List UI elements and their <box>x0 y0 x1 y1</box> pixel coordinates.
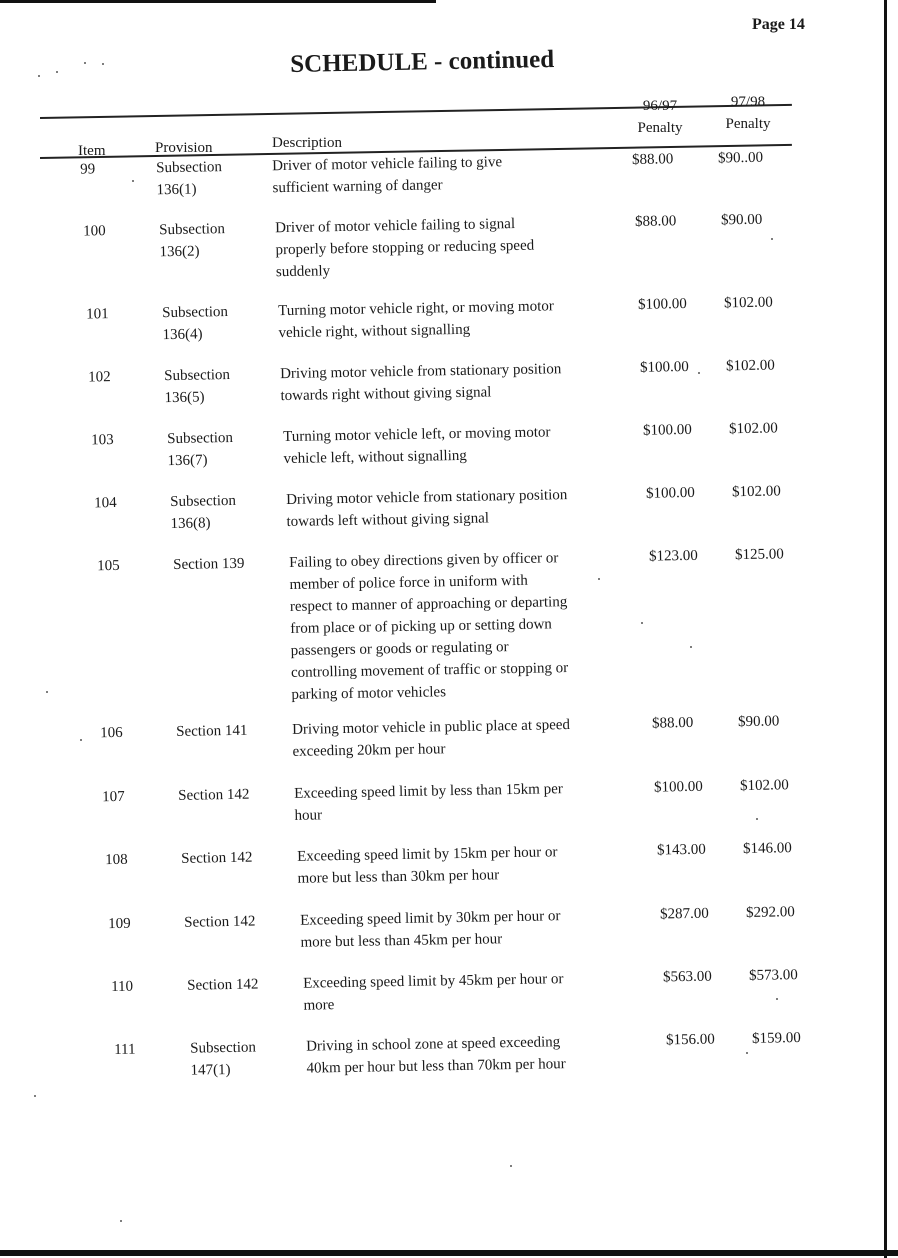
table-row <box>0 206 898 281</box>
column-header-penalty-9697-label: Penalty <box>637 120 683 136</box>
row-description-line: more <box>303 997 335 1014</box>
scan-speck <box>46 691 48 693</box>
row-item-number: 102 <box>88 369 111 386</box>
scan-speck <box>510 1165 512 1167</box>
row-penalty-9798: $102.00 <box>731 483 781 501</box>
row-description <box>306 1030 647 1080</box>
row-provision <box>176 719 286 743</box>
scan-speck <box>84 62 86 64</box>
row-item-number: 101 <box>86 306 109 323</box>
row-item-number: 103 <box>91 432 114 449</box>
row-provision-line: 136(5) <box>164 389 205 407</box>
scan-speck <box>34 1095 36 1097</box>
row-provision-line: Section 139 <box>173 555 245 573</box>
row-provision <box>181 846 291 870</box>
row-penalty-9798: $90.00 <box>720 211 763 229</box>
row-description-line: Exceeding speed limit by 15km per hour or <box>297 844 558 865</box>
row-description-line: controlling movement of traffic or stopping or <box>290 660 569 681</box>
row-description-line: more but less than 45km per hour <box>300 931 503 951</box>
row-description-line: from place or of picking up or setting down <box>290 616 553 637</box>
table-row <box>0 478 898 533</box>
row-provision-line: Section 142 <box>181 849 253 867</box>
table-row <box>0 144 898 199</box>
row-description-line: Failing to obey directions given by officer or <box>289 550 559 571</box>
scan-speck <box>771 238 773 240</box>
row-provision-line: Section 142 <box>184 913 256 931</box>
scan-speck <box>38 75 40 77</box>
row-description-line: Exceeding speed limit by less than 15km per <box>294 781 563 802</box>
row-description-line: towards right without giving signal <box>280 384 492 405</box>
table-row <box>0 899 898 951</box>
row-description-line: passengers or goods or regulating or <box>290 639 509 659</box>
row-provision-line: Subsection <box>156 159 223 177</box>
row-description <box>303 967 644 1017</box>
table-row <box>0 415 898 470</box>
row-penalty-9798: $102.00 <box>739 777 789 795</box>
row-description-line: 40km per hour but less than 70km per hour <box>306 1056 566 1077</box>
row-penalty-9697: $100.00 <box>639 358 689 376</box>
row-penalty-9697: $100.00 <box>642 421 692 439</box>
row-description-line: Driving in school zone at speed exceeding <box>306 1034 561 1055</box>
row-penalty-9798: $146.00 <box>742 840 792 858</box>
column-header-penalty-9697-year: 96/97 <box>642 98 678 114</box>
row-provision-line: Section 142 <box>178 786 250 804</box>
row-penalty-9697: $100.00 <box>653 778 703 796</box>
row-description-line: Driving motor vehicle from stationary position <box>280 361 562 383</box>
row-description-line: properly before stopping or reducing speed <box>275 237 535 259</box>
scan-speck <box>120 1220 122 1222</box>
row-provision-line: Subsection <box>164 366 231 385</box>
table-row <box>0 962 898 1014</box>
row-description-line: more but less than 30km per hour <box>297 867 500 887</box>
row-penalty-9798: $102.00 <box>728 420 778 438</box>
row-description-line: Turning motor vehicle left, or moving motor <box>283 424 551 446</box>
table-row <box>0 541 898 703</box>
scan-speck <box>776 998 778 1000</box>
table-row <box>0 835 898 887</box>
row-provision-line: Subsection <box>162 304 229 322</box>
row-penalty-9697: $88.00 <box>651 714 694 732</box>
row-item-number: 105 <box>97 557 120 575</box>
row-description <box>278 294 619 344</box>
row-penalty-9798: $159.00 <box>751 1030 801 1047</box>
row-provision-line: 136(7) <box>167 452 208 470</box>
row-provision <box>162 300 273 346</box>
column-header-penalty-9798-year: 97/98 <box>730 94 766 110</box>
row-penalty-9697: $88.00 <box>631 151 674 168</box>
row-provision <box>178 783 288 807</box>
scan-edge-bottom <box>0 1250 898 1256</box>
table-row <box>0 1025 898 1079</box>
scan-speck <box>698 372 700 374</box>
scan-edge-right <box>884 0 887 1258</box>
scan-speck <box>56 71 58 73</box>
scan-speck <box>132 180 134 182</box>
table-row <box>0 772 898 824</box>
row-description-line: member of police force in uniform with <box>289 572 528 593</box>
scan-speck <box>746 1052 748 1054</box>
row-item-number: 109 <box>108 915 131 933</box>
row-description-line: vehicle left, without signalling <box>283 447 467 468</box>
row-description <box>297 840 638 890</box>
row-description <box>289 546 632 706</box>
row-penalty-9697: $287.00 <box>659 905 709 923</box>
row-item-number: 104 <box>94 494 117 512</box>
row-provision-line: Section 141 <box>176 722 248 740</box>
row-description-line: Turning motor vehicle right, or moving motor <box>278 298 554 320</box>
row-item-number: 99 <box>80 161 96 178</box>
row-penalty-9697: $100.00 <box>637 296 687 313</box>
page-number: Page 14 <box>752 16 805 33</box>
row-description <box>272 149 613 199</box>
row-provision <box>170 489 281 535</box>
column-header-provision: Provision <box>155 140 213 156</box>
row-provision <box>187 973 297 997</box>
row-provision <box>159 217 270 263</box>
row-description <box>280 357 621 407</box>
row-description-line: vehicle right, without signalling <box>278 321 471 342</box>
row-provision <box>184 910 294 934</box>
row-description-line: Exceeding speed limit by 30km per hour or <box>300 908 561 929</box>
row-penalty-9798: $292.00 <box>745 904 795 921</box>
row-penalty-9798: $573.00 <box>748 967 798 984</box>
row-penalty-9697: $123.00 <box>648 547 698 565</box>
row-penalty-9697: $156.00 <box>665 1031 715 1049</box>
row-penalty-9697: $88.00 <box>634 213 677 230</box>
row-penalty-9697: $143.00 <box>656 841 706 859</box>
table-row <box>0 352 898 407</box>
row-provision <box>156 155 267 201</box>
row-description-line: Driver of motor vehicle failing to signal <box>275 216 516 237</box>
page-title: SCHEDULE - continued <box>290 45 555 78</box>
row-description <box>300 904 641 954</box>
row-item-number: 110 <box>111 978 134 996</box>
column-header-item: Item <box>78 143 106 159</box>
row-description-line: sufficient warning of danger <box>272 177 443 197</box>
row-description <box>292 713 633 763</box>
row-provision <box>190 1036 301 1082</box>
row-penalty-9798: $125.00 <box>734 546 784 564</box>
row-description-line: towards left without giving signal <box>286 510 490 531</box>
column-header-penalty-9798 <box>713 91 783 135</box>
row-item-number: 100 <box>83 223 106 240</box>
row-description <box>294 777 635 827</box>
row-description-line: Driving motor vehicle from stationary position <box>286 487 568 509</box>
row-description <box>283 420 624 470</box>
row-penalty-9798: $90.00 <box>737 713 780 731</box>
row-description <box>286 483 627 533</box>
scan-speck <box>756 818 758 820</box>
scan-speck <box>598 578 600 580</box>
row-provision-line: 136(2) <box>159 243 200 261</box>
scan-speck <box>80 739 82 741</box>
row-description-line: suddenly <box>275 263 331 281</box>
row-provision <box>164 363 275 409</box>
row-provision-line: 136(1) <box>156 181 197 199</box>
row-penalty-9798: $102.00 <box>723 294 773 312</box>
row-provision <box>173 552 283 576</box>
scan-edge-top <box>0 0 436 3</box>
row-provision-line: Subsection <box>170 492 237 511</box>
row-description-line: Driving motor vehicle in public place at speed <box>292 717 571 738</box>
row-description-line: hour <box>294 807 323 824</box>
row-description-line: Driver of motor vehicle failing to give <box>272 154 503 175</box>
row-penalty-9697: $563.00 <box>662 968 712 986</box>
row-provision-line: 136(8) <box>170 515 211 533</box>
row-description-line: Exceeding speed limit by 45km per hour or <box>303 971 564 992</box>
scan-speck <box>641 622 643 624</box>
row-provision-line: Subsection <box>167 429 234 448</box>
column-header-penalty-9697 <box>625 95 695 139</box>
row-description-line: respect to manner of approaching or departing <box>289 594 568 615</box>
row-penalty-9697: $100.00 <box>645 484 695 502</box>
table-row <box>0 708 898 760</box>
row-provision-line: Subsection <box>159 221 226 239</box>
row-item-number: 107 <box>102 788 125 806</box>
row-provision <box>167 426 278 472</box>
row-item-number: 106 <box>100 724 123 742</box>
row-penalty-9798: $102.00 <box>725 357 775 375</box>
row-item-number: 108 <box>105 851 128 869</box>
row-description-line: exceeding 20km per hour <box>292 741 446 760</box>
row-provision-line: 147(1) <box>190 1061 231 1079</box>
row-provision-line: Section 142 <box>187 976 259 994</box>
scan-speck <box>690 646 692 648</box>
row-description-line: parking of motor vehicles <box>291 684 447 703</box>
row-description <box>275 211 616 283</box>
column-header-penalty-9798-label: Penalty <box>725 116 771 132</box>
row-provision-line: 136(4) <box>162 326 203 344</box>
row-provision-line: Subsection <box>190 1039 257 1057</box>
row-item-number: 111 <box>114 1041 136 1059</box>
table-row <box>0 289 898 344</box>
row-penalty-9798: $90..00 <box>717 149 764 167</box>
column-header-description: Description <box>272 135 342 151</box>
scan-speck <box>102 63 104 65</box>
